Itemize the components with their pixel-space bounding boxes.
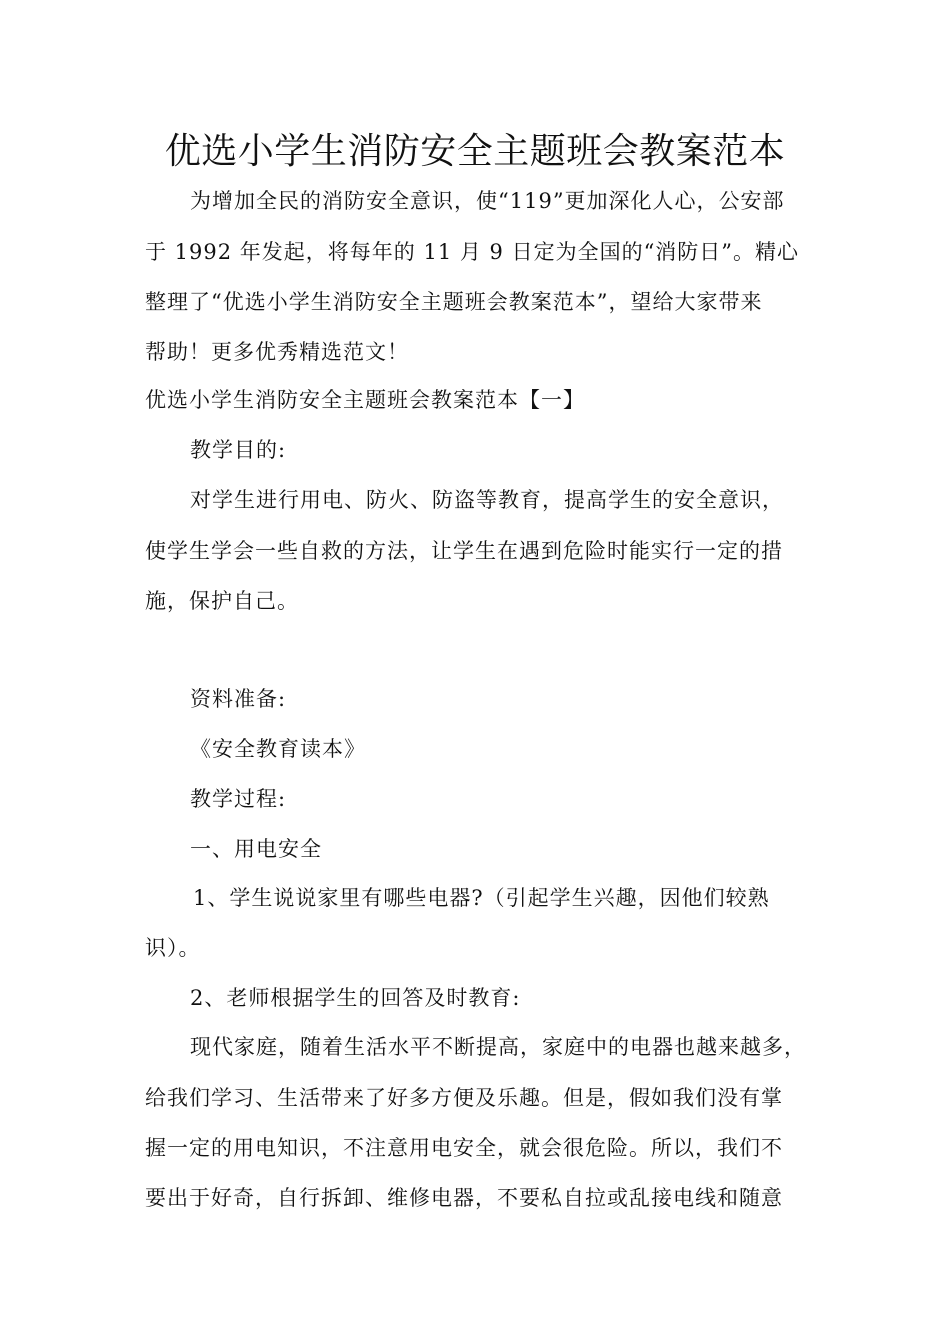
step-one-line-1: 1、学生说说家里有哪些电器?（引起学生兴趣，因他们较熟 <box>193 886 770 910</box>
step-two: 2、老师根据学生的回答及时教育: <box>190 986 521 1010</box>
objective-line-1: 对学生进行用电、防火、防盗等教育，提高学生的安全意识， <box>190 488 784 512</box>
materials-label: 资料准备: <box>190 687 287 711</box>
step-one-line-2: 识）。 <box>145 936 201 960</box>
body-line-1: 现代家庭，随着生活水平不断提高，家庭中的电器也越来越多， <box>190 1035 806 1059</box>
intro-line-1: 为增加全民的消防安全意识，使“119”更加深化人心，公安部 <box>190 189 785 213</box>
intro-line-3: 整理了“优选小学生消防安全主题班会教案范本”，望给大家带来 <box>145 290 763 314</box>
objective-line-3: 施，保护自己。 <box>145 589 299 613</box>
objective-label: 教学目的: <box>190 438 287 462</box>
materials-item: 《安全教育读本》 <box>190 737 366 761</box>
body-line-4: 要出于好奇，自行拆卸、维修电器，不要私自拉或乱接电线和随意 <box>145 1186 783 1210</box>
part-one-heading: 一、用电安全 <box>190 837 322 861</box>
body-line-2: 给我们学习、生活带来了好多方便及乐趣。但是，假如我们没有掌 <box>145 1086 783 1110</box>
intro-line-4: 帮助！更多优秀精选范文！ <box>145 340 409 364</box>
intro-line-2: 于 1992 年发起，将每年的 11 月 9 日定为全国的“消防日”。精心 <box>145 240 800 264</box>
objective-line-2: 使学生学会一些自救的方法，让学生在遇到危险时能实行一定的措 <box>145 539 783 563</box>
process-label: 教学过程: <box>190 787 287 811</box>
section-heading: 优选小学生消防安全主题班会教案范本【一】 <box>145 388 585 412</box>
document-title: 优选小学生消防安全主题班会教案范本 <box>164 131 786 172</box>
body-line-3: 握一定的用电知识，不注意用电安全，就会很危险。所以，我们不 <box>145 1136 783 1160</box>
